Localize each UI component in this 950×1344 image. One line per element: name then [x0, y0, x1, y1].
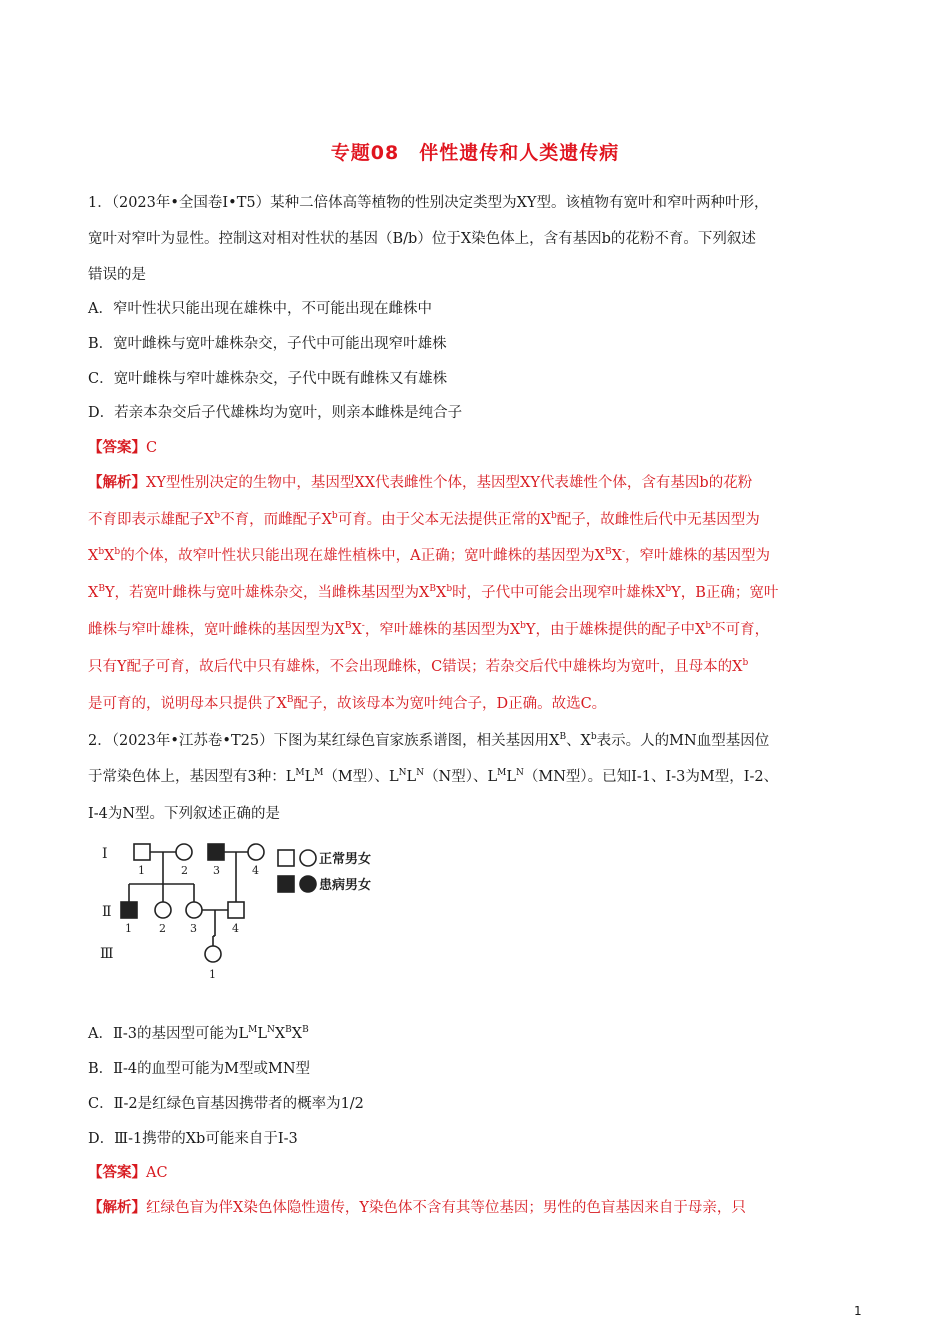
label-II-2: 2: [159, 922, 166, 935]
q1-analysis-line1: 【解析】XY型性别决定的生物中，基因型XX代表雌性个体，基因型XY代表雄性个体，含有基因b的花粉: [88, 474, 753, 491]
individual-I-2: [176, 844, 192, 860]
pedigree-chart: [96, 836, 396, 986]
analysis-tag: 【解析】: [88, 474, 146, 491]
label-I-1: 1: [138, 864, 145, 877]
individual-II-1: [121, 902, 137, 918]
q2-stem-line1: 2．（2023年•江苏卷•T25）下图为某红绿色盲家族系谱图，相关基因用$X^B$、$X^b$表示。人的MN血型基因位: [88, 732, 770, 749]
generation-label-1: Ⅰ: [102, 846, 108, 862]
q1-analysis-line7: 是可育的，说明母本只提供了$X^B$配子，故该母本为宽叶纯合子，D正确。故选C。: [88, 695, 607, 712]
q1-stem-line1: 1．（2023年•全国卷Ⅰ•T5）某种二倍体高等植物的性别决定类型为XY型。该植物有宽叶和窄叶两种叶形，: [88, 195, 769, 211]
legend-normal-female-icon: [300, 850, 316, 866]
q1-analysis-line5: 雌株与窄叶雄株，宽叶雌株的基因型为$X^BX^-$，窄叶雄株的基因型为$X^bY$，由于雄株提供的配子中$X^b$不可育，: [88, 621, 770, 638]
page-number: 1: [854, 1304, 862, 1318]
q1-analysis-line3: $X^bX^b$的个体，故窄叶性状只能出现在雄性植株中，A正确；宽叶雌株的基因型为$X^BX^-$，窄叶雄株的基因型为: [88, 547, 770, 564]
label-II-3: 3: [190, 922, 197, 935]
individual-II-2: [155, 902, 171, 918]
analysis-tag: 【解析】: [88, 1199, 146, 1216]
legend-normal-label: 正常男女: [319, 852, 372, 867]
legend-affected-male-icon: [278, 876, 294, 892]
q1-answer: [88, 438, 868, 458]
generation-label-2: Ⅱ: [102, 904, 112, 920]
q1-option-a: A．窄叶性状只能出现在雄株中，不可能出现在雌株中: [88, 301, 432, 317]
legend-affected-female-icon: [300, 876, 316, 892]
answer-value: C: [146, 440, 158, 456]
q2-stem-line2: 于常染色体上，基因型有3种：$L^ML^M(M$型）、$L^NL^N(N$型）、$L^ML^N(MN$型）。已知Ⅰ-1、Ⅰ-3为M型，Ⅰ-2、: [88, 768, 779, 785]
legend-affected-label: 患病男女: [319, 878, 372, 893]
q1-analysis-line6: 只有Y配子可育，故后代中只有雄株，不会出现雌株，C错误；若杂交后代中雄株均为宽叶，且母本的$X^b$: [88, 658, 749, 675]
answer-tag: 【答案】: [88, 1164, 146, 1181]
q2-option-c: C．Ⅱ-2是红绿色盲基因携带者的概率为1/2: [88, 1096, 364, 1112]
individual-I-4: [248, 844, 264, 860]
individual-I-1: [134, 844, 150, 860]
q1-option-b: B．宽叶雌株与宽叶雄株杂交，子代中可能出现窄叶雄株: [88, 336, 447, 352]
q1-analysis-line2: 不育即表示雄配子$X^b$不育，而雌配子$X^b$可育。由于父本无法提供正常的$X^b$配子，故雌性后代中无基因型为: [88, 511, 760, 528]
q2-option-d: D．Ⅲ-1携带的Xb可能来自于Ⅰ-3: [88, 1131, 298, 1147]
q2-option-a: A．Ⅱ-3的基因型可能为$L^ML^NX^BX^B$: [88, 1025, 309, 1042]
q2-analysis-line1: 【解析】红绿色盲为伴X染色体隐性遗传，Y染色体不含有其等位基因；男性的色盲基因来自于母亲，只: [88, 1199, 746, 1216]
q1-option-c: C．宽叶雌株与窄叶雄株杂交，子代中既有雌株又有雄株: [88, 371, 448, 387]
label-I-3: 3: [213, 864, 220, 877]
label-I-4: 4: [252, 864, 259, 877]
label-II-4: 4: [232, 922, 239, 935]
q2-option-b: B．Ⅱ-4的血型可能为M型或MN型: [88, 1061, 311, 1077]
answer-value: AC: [146, 1165, 168, 1181]
individual-I-3: [208, 844, 224, 860]
q1-analysis-line4: $X^BY$，若宽叶雌株与宽叶雄株杂交，当雌株基因型为$X^BX^b$时，子代中可能会出现窄叶雄株$X^bY$，B正确；宽叶: [88, 584, 779, 601]
individual-II-4: [228, 902, 244, 918]
page-title: 专题08 伴性遗传和人类遗传病: [330, 142, 620, 164]
q1-option-d: D．若亲本杂交后子代雄株均为宽叶，则亲本雌株是纯合子: [88, 405, 463, 421]
individual-II-3: [186, 902, 202, 918]
q2-stem-line3: Ⅰ-4为N型。下列叙述正确的是: [88, 806, 281, 822]
q1-stem-line3: 错误的是: [88, 267, 146, 283]
answer-tag: 【答案】: [88, 439, 146, 456]
label-III-1: 1: [209, 968, 216, 981]
individual-III-1: [205, 946, 221, 962]
q1-stem-line2: 宽叶对窄叶为显性。控制这对相对性状的基因（B/b）位于X染色体上，含有基因b的花粉不育。下列叙述: [88, 231, 756, 247]
q2-answer: [88, 1163, 868, 1183]
generation-label-3: Ⅲ: [100, 946, 114, 962]
legend-normal-male-icon: [278, 850, 294, 866]
label-II-1: 1: [125, 922, 132, 935]
label-I-2: 2: [181, 864, 188, 877]
